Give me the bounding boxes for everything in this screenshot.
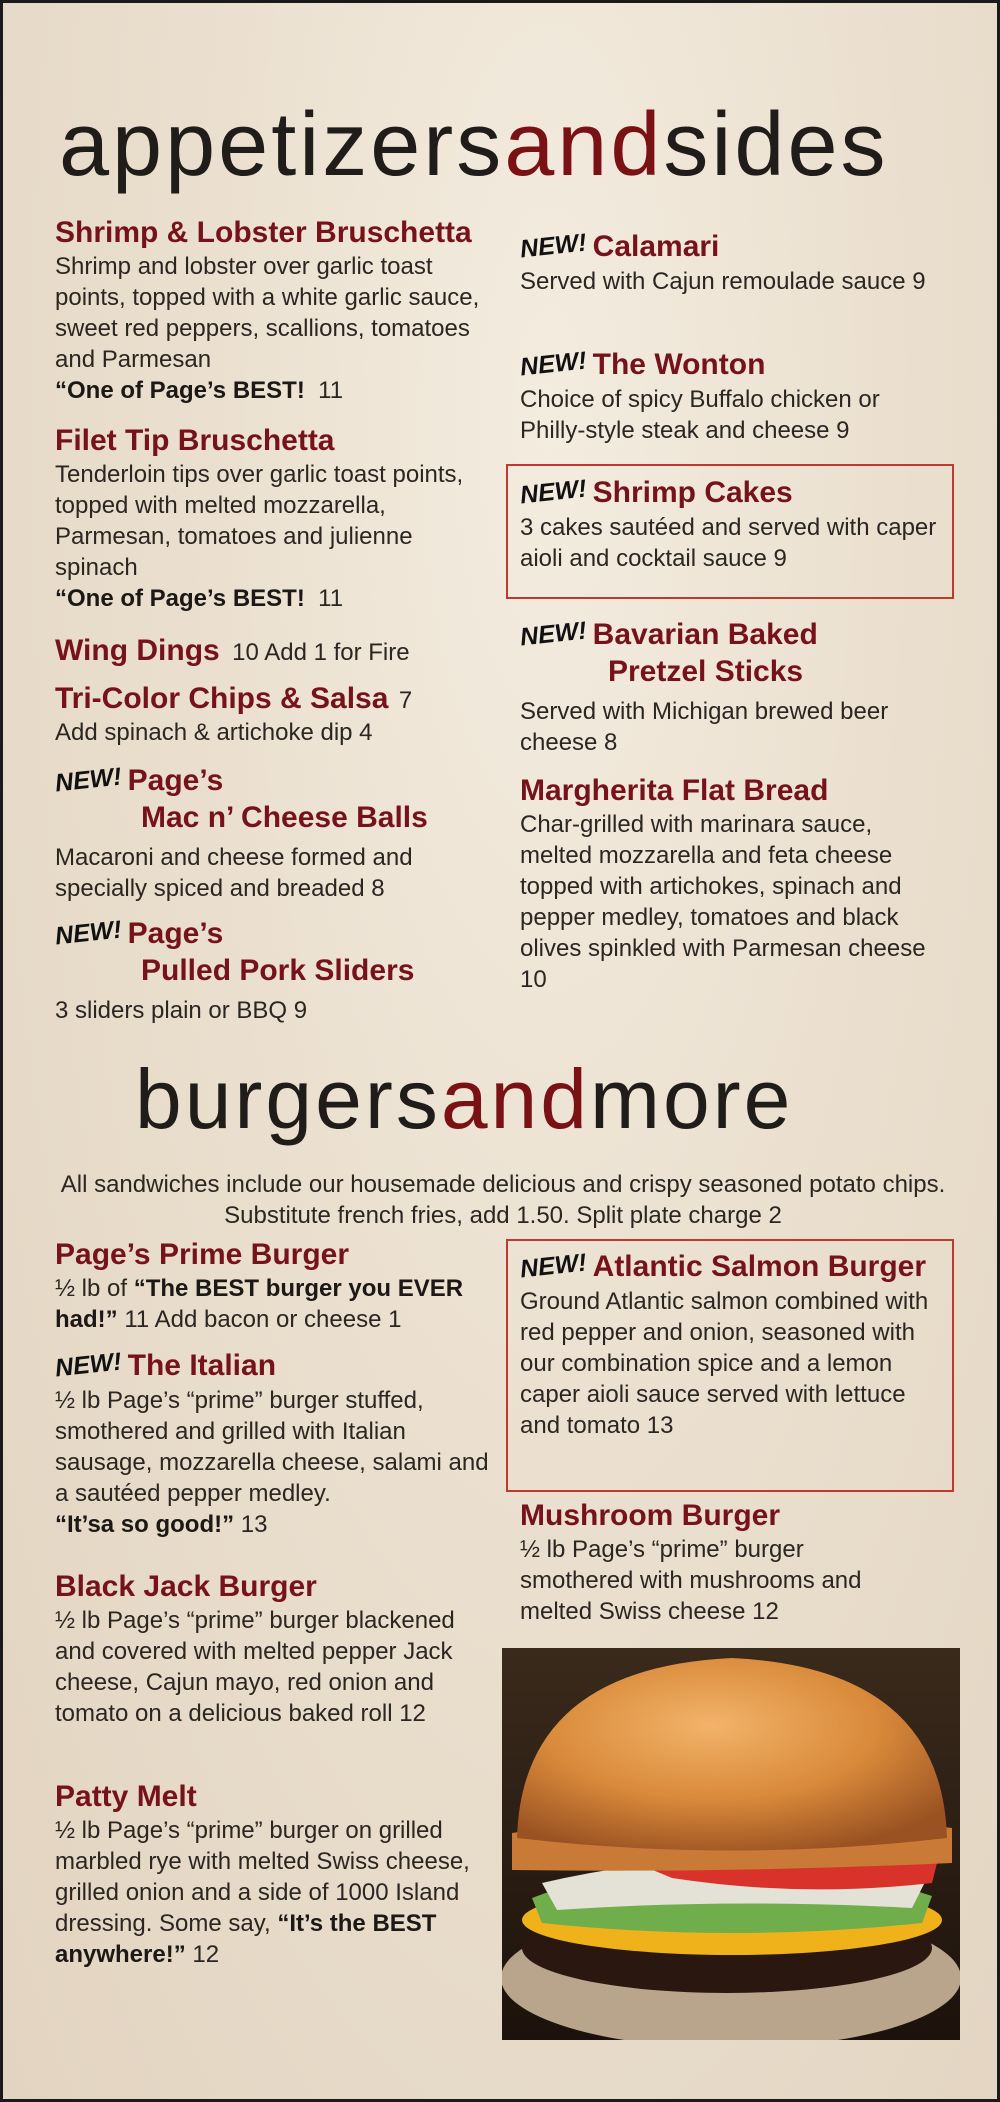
item-name: Shrimp & Lobster Bruschetta [55, 216, 472, 249]
item-name: Mushroom Burger [520, 1499, 781, 1532]
title-part1: appetizers [59, 95, 505, 195]
item-name: Tri-Color Chips & Salsa [55, 682, 389, 715]
item-description: Ground Atlantic salmon combined with red pepper and onion, seasoned with our combination spice and a lemon caper aioli sauce served with lettuce and tomato 13 [520, 1288, 929, 1439]
new-badge: NEW! [53, 1347, 123, 1383]
menu-item-pretzel-sticks [520, 617, 940, 758]
item-price: 10 Add 1 for Fire [232, 639, 410, 666]
burger-illustration [502, 1648, 960, 2040]
menu-item-patty-melt [55, 1779, 475, 1970]
menu-item-wing-dings [55, 633, 505, 669]
item-name: NEW! Calamari [520, 229, 940, 266]
burgers-title [135, 1051, 793, 1147]
item-name: NEW! Bavarian Baked Pretzel Sticks [520, 617, 940, 690]
item-description: 3 cakes sautéed and served with caper aioli and cocktail sauce 9 [520, 514, 937, 572]
menu-item-mac-cheese-balls [55, 763, 505, 904]
menu-item-shrimp-cakes [520, 475, 940, 574]
new-badge: NEW! [518, 346, 588, 382]
item-name: Margherita Flat Bread [520, 774, 829, 807]
item-name: NEW! The Wonton [520, 347, 940, 384]
item-description: Served with Michigan brewed beer cheese 8 [520, 698, 889, 756]
burgers-intro: All sandwiches include our housemade delicious and crispy seasoned potato chips. Substitute french fries, add 1.50. Split plate charge 2 [60, 1171, 946, 1229]
item-description: ½ lb Page’s “prime” burger smothered with mushrooms and melted Swiss cheese 12 [520, 1536, 862, 1625]
item-name: Wing Dings [55, 634, 220, 667]
item-description: Add spinach & artichoke dip 4 [55, 719, 373, 746]
item-name: NEW! Page’s Pulled Pork Sliders [55, 916, 505, 989]
item-description: ½ lb of “The BEST burger you EVER had!” 11 Add bacon or cheese 1 [55, 1275, 464, 1333]
item-name: Page’s Prime Burger [55, 1238, 350, 1271]
new-badge: NEW! [53, 762, 123, 798]
item-description: Shrimp and lobster over garlic toast points, topped with a white garlic sauce, sweet red peppers, scallions, tomatoes and Parmesan “One of Page’s BEST! 11 [55, 253, 480, 404]
new-badge: NEW! [518, 474, 588, 510]
item-name: Filet Tip Bruschetta [55, 424, 335, 457]
title-and: and [504, 95, 664, 195]
menu-item-shrimp-lobster-bruschetta [55, 215, 495, 406]
item-name: NEW! The Italian [55, 1348, 495, 1385]
new-badge: NEW! [518, 616, 588, 652]
item-description: ½ lb Page’s “prime” burger blackened and covered with melted pepper Jack cheese, Cajun mayo, red onion and tomato on a delicious baked roll 12 [55, 1607, 455, 1727]
menu-item-atlantic-salmon-burger [520, 1249, 950, 1441]
burger-photo [502, 1648, 960, 2040]
menu-item-pulled-pork-sliders [55, 916, 505, 1026]
item-price: 11 [318, 377, 344, 404]
item-description: 3 sliders plain or BBQ 9 [55, 997, 308, 1024]
item-name: NEW! Page’s Mac n’ Cheese Balls [55, 763, 505, 836]
item-name: NEW! Shrimp Cakes [520, 475, 940, 512]
menu-item-the-italian [55, 1348, 495, 1540]
menu-item-margherita-flat-bread [520, 773, 950, 995]
item-description: Macaroni and cheese formed and specially spiced and breaded 8 [55, 844, 413, 902]
menu-item-mushroom-burger [520, 1498, 920, 1627]
item-quote: “One of Page’s BEST! [55, 585, 305, 612]
item-price: 11 [318, 585, 344, 612]
new-badge: NEW! [53, 915, 123, 951]
item-description: ½ lb Page’s “prime” burger on grilled marbled rye with melted Swiss cheese, grilled onion and a side of 1000 Island dressing. Some say, “It’s the BEST anywhere!” 12 [55, 1817, 470, 1968]
item-name: Patty Melt [55, 1780, 197, 1813]
new-badge: NEW! [518, 1248, 588, 1284]
title-part3: more [589, 1052, 794, 1146]
item-description: Char-grilled with marinara sauce, melted mozzarella and feta cheese topped with artichokes, spinach and pepper medley, tomatoes and black olives spinkled with Parmesan cheese 10 [520, 811, 926, 993]
title-and: and [440, 1052, 590, 1146]
menu-item-pages-prime-burger [55, 1237, 495, 1335]
item-description: Tenderloin tips over garlic toast points, topped with melted mozzarella, Parmesan, tomatoes and julienne spinach “One of Page’s BEST! 11 [55, 461, 464, 612]
item-quote: “The BEST burger you EVER had!” [55, 1275, 464, 1333]
item-quote: “One of Page’s BEST! [55, 377, 305, 404]
menu-item-calamari [520, 229, 940, 297]
item-description: ½ lb Page’s “prime” burger stuffed, smothered and grilled with Italian sausage, mozzarella cheese, salami and a sautéed pepper medley. “It’sa so good!” 13 [55, 1387, 489, 1538]
title-part1: burgers [135, 1052, 441, 1146]
appetizers-title [59, 95, 889, 195]
menu-item-the-wonton [520, 347, 940, 446]
menu-item-tri-color-chips [55, 681, 505, 748]
menu-item-black-jack-burger [55, 1569, 475, 1729]
menu-item-filet-tip-bruschetta [55, 423, 475, 614]
item-description: Choice of spicy Buffalo chicken or Philly-style steak and cheese 9 [520, 386, 880, 444]
item-description: Served with Cajun remoulade sauce 9 [520, 268, 926, 295]
item-name: NEW! Atlantic Salmon Burger [520, 1249, 950, 1286]
item-name: Black Jack Burger [55, 1570, 317, 1603]
item-quote: “It’sa so good!” [55, 1511, 235, 1538]
title-part3: sides [663, 95, 889, 195]
item-price: 7 [398, 687, 413, 714]
item-quote: “It’s the BEST anywhere!” [55, 1910, 437, 1968]
new-badge: NEW! [518, 228, 588, 264]
